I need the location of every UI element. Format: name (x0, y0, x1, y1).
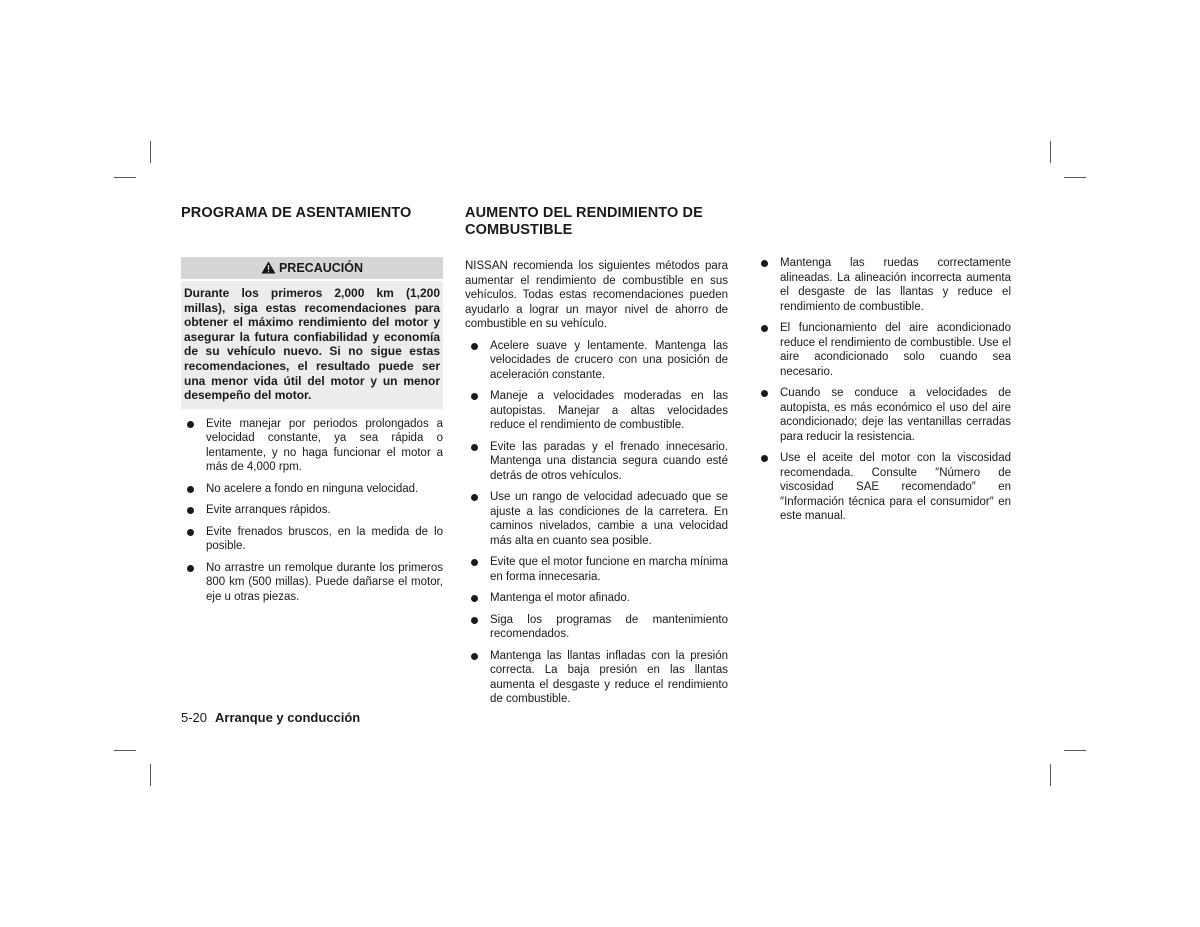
crop-mark (1064, 177, 1086, 178)
crop-mark (114, 750, 136, 751)
crop-mark (150, 764, 151, 786)
crop-mark (114, 177, 136, 178)
list-item: No acelere a fondo en ninguna velocidad. (181, 482, 443, 497)
bullet-icon (471, 444, 478, 451)
break-in-list (181, 417, 443, 605)
list-item: Evite arranques rápidos. (181, 503, 443, 518)
bullet-icon (761, 260, 768, 267)
crop-mark (150, 141, 151, 163)
fuel-economy-column-continued (755, 256, 1011, 524)
bullet-icon (187, 529, 194, 536)
list-item: Mantenga las ruedas correctamente alineadas. La alineación incorrecta aumenta el desgaste de las llantas y reduce el rendimiento de combustible. (755, 256, 1011, 314)
bullet-icon (761, 390, 768, 397)
crop-mark (1050, 141, 1051, 163)
bullet-icon (761, 455, 768, 462)
crop-mark (1064, 750, 1086, 751)
caution-text: Durante los primeros 2,000 km (1,200 millas), siga estas recomendaciones para obtener el máximo rendimiento del motor y asegurar la futura confiabilidad y economía de su vehículo nuevo. Si no sigue estas recomendaciones, el resultado puede ser una menor vida útil del motor y un menor desempeño del motor. (181, 281, 443, 409)
bullet-icon (471, 559, 478, 566)
bullet-icon (471, 393, 478, 400)
list-item: Acelere suave y lentamente. Mantenga las velocidades de crucero con una posición de aceleración constante. (465, 339, 728, 383)
fuel-economy-list-continued (755, 256, 1011, 524)
list-item: Siga los programas de mantenimiento recomendados. (465, 613, 728, 642)
bullet-icon (761, 325, 768, 332)
list-item: Maneje a velocidades moderadas en las autopistas. Manejar a altas velocidades reduce el rendimiento de combustible. (465, 389, 728, 433)
bullet-icon (471, 343, 478, 350)
break-in-column (181, 205, 443, 604)
caution-title-bar (181, 257, 443, 279)
list-item: El funcionamiento del aire acondicionado reduce el rendimiento de combustible. Use el aire acondicionado solo cuando sea necesario. (755, 321, 1011, 379)
page-number: 5-20 (181, 710, 208, 725)
fuel-economy-list (465, 339, 728, 707)
list-item: Mantenga el motor afinado. (465, 591, 728, 606)
fuel-economy-intro: NISSAN recomienda los siguientes métodos para aumentar el rendimiento de combustible en sus vehículos. Todas estas recomendaciones pueden ayudarlo a lograr un mayor nivel de ahorro de combustible en su vehículo. (465, 260, 728, 330)
bullet-icon (471, 653, 478, 660)
bullet-icon (187, 565, 194, 572)
list-item: No arrastre un remolque durante los primeros 800 km (500 millas). Puede dañarse el motor, eje u otras piezas. (181, 561, 443, 605)
page-footer (181, 710, 360, 725)
list-item: Evite las paradas y el frenado innecesario. Mantenga una distancia segura cuando esté detrás de otros vehículos. (465, 440, 728, 484)
bullet-icon (471, 617, 478, 624)
bullet-icon (187, 421, 194, 428)
list-item: Evite manejar por periodos prolongados a velocidad constante, ya sea rápida o lentamente, y no haga funcionar el motor a más de 4,000 rpm. (181, 417, 443, 475)
section-title: Arranque y conducción (215, 710, 361, 725)
list-item: Use un rango de velocidad adecuado que se ajuste a las condiciones de la carretera. En caminos nivelados, cambie a una velocidad más alta en cuanto sea posible. (465, 490, 728, 548)
fuel-economy-column (465, 205, 728, 707)
bullet-icon (471, 494, 478, 501)
list-item: Use el aceite del motor con la viscosidad recomendada. Consulte ″Número de viscosidad SAE recomendado″ en ″Información técnica para el consumidor″ en este manual. (755, 451, 1011, 524)
caution-box (181, 257, 443, 409)
caution-title: PRECAUCIÓN (278, 261, 364, 275)
list-item: Mantenga las llantas infladas con la presión correcta. La baja presión en las llantas aumenta el desgaste y reduce el rendimiento de combustible. (465, 649, 728, 707)
list-item: Evite que el motor funcione en marcha mínima en forma innecesaria. (465, 555, 728, 584)
list-item: Cuando se conduce a velocidades de autopista, es más económico el uso del aire acondicionado; deje las ventanillas cerradas para reducir la resistencia. (755, 386, 1011, 444)
break-in-heading: PROGRAMA DE ASENTAMIENTO (181, 205, 412, 221)
bullet-icon (187, 507, 194, 514)
list-item: Evite frenados bruscos, en la medida de lo posible. (181, 525, 443, 554)
fuel-economy-heading: AUMENTO DEL RENDIMIENTO DE COMBUSTIBLE (465, 205, 703, 238)
bullet-icon (187, 486, 194, 493)
warning-triangle-icon (261, 259, 276, 281)
bullet-icon (471, 595, 478, 602)
crop-mark (1050, 764, 1051, 786)
